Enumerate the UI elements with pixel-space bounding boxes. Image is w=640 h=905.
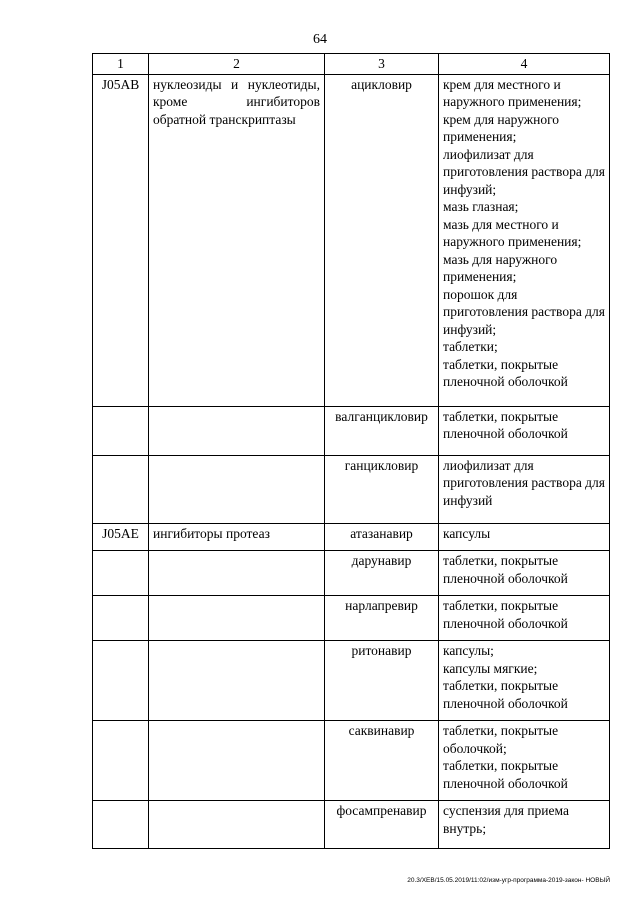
atc-code-cell: [93, 455, 149, 523]
group-name-cell: [149, 641, 325, 721]
dosage-forms-cell: [439, 801, 610, 849]
dosage-forms-cell: [439, 596, 610, 641]
table-row: [93, 641, 610, 721]
group-name-cell: ингибиторы протеаз: [149, 523, 325, 551]
group-name-cell: [149, 406, 325, 455]
dosage-forms-cell: [439, 406, 610, 455]
dosage-form-item: лиофилизат для приготовления раствора для инфузий;: [443, 146, 605, 197]
dosage-form-item: таблетки, покрытые оболочкой;: [443, 723, 559, 756]
dosage-forms-cell: [439, 641, 610, 721]
dosage-forms-cell: [439, 74, 610, 406]
table-row: [93, 721, 610, 801]
dosage-form-item: таблетки;: [443, 339, 498, 354]
atc-code-cell: [93, 551, 149, 596]
drug-name-cell: ритонавир: [325, 641, 439, 721]
group-name-cell: [149, 801, 325, 849]
dosage-form-item: мазь для местного и наружного применения;: [443, 216, 582, 249]
dosage-form-item: капсулы мягкие;: [443, 660, 538, 676]
atc-code-cell: [93, 406, 149, 455]
group-name-cell: нуклеозиды и нуклеотиды, кроме ингибиторов обратной транскриптазы: [149, 74, 325, 406]
atc-code-cell: J05AB: [93, 74, 149, 406]
table-header-row: [93, 54, 610, 75]
dosage-form-item: мазь глазная;: [443, 199, 519, 214]
table-row: [93, 455, 610, 523]
drug-name-cell: ганцикловир: [325, 455, 439, 523]
atc-code-cell: [93, 721, 149, 801]
dosage-form-item: крем для местного и наружного применения;: [443, 76, 582, 109]
group-name-cell: [149, 596, 325, 641]
dosage-forms-cell: [439, 455, 610, 523]
dosage-form-item: таблетки, покрытые пленочной оболочкой: [443, 758, 568, 791]
drug-name-cell: саквинавир: [325, 721, 439, 801]
dosage-form-item: таблетки, покрытые пленочной оболочкой: [443, 356, 568, 389]
group-name-cell: [149, 455, 325, 523]
table-row: [93, 596, 610, 641]
atc-code-cell: [93, 641, 149, 721]
atc-code-cell: [93, 596, 149, 641]
dosage-forms-cell: [439, 523, 610, 551]
drug-name-cell: дарунавир: [325, 551, 439, 596]
drug-name-cell: фосампренавир: [325, 801, 439, 849]
dosage-form-item: порошок для приготовления раствора для инфузий;: [443, 286, 605, 337]
group-name-cell: [149, 721, 325, 801]
dosage-form-item: лиофилизат для приготовления раствора для инфузий: [443, 457, 605, 508]
dosage-form-item: капсулы: [443, 525, 491, 541]
dosage-forms-cell: [439, 721, 610, 801]
table-row: [93, 74, 610, 406]
table-row: [93, 523, 610, 551]
drug-name-cell: атазанавир: [325, 523, 439, 551]
dosage-form-item: таблетки, покрытые пленочной оболочкой: [443, 678, 568, 711]
table-row: [93, 551, 610, 596]
dosage-form-item: суспензия для приема внутрь;: [443, 803, 569, 836]
dosage-form-item: таблетки, покрытые пленочной оболочкой: [443, 598, 568, 631]
footer-text: 20.3/ХЕВ/15.05.2019/11:02/изм-угр-программа-2019-закон- НОВЫЙ: [407, 877, 610, 884]
table-row: [93, 801, 610, 849]
page-number: 64: [313, 32, 327, 47]
dosage-forms-cell: [439, 551, 610, 596]
dosage-form-item: таблетки, покрытые пленочной оболочкой: [443, 553, 568, 586]
table-row: [93, 406, 610, 455]
dosage-form-item: мазь для наружного применения;: [443, 251, 558, 284]
dosage-form-item: таблетки, покрытые пленочной оболочкой: [443, 408, 568, 441]
atc-code-cell: [93, 801, 149, 849]
column-header: 4: [439, 54, 610, 75]
drug-table: [92, 53, 610, 849]
drug-name-cell: нарлапревир: [325, 596, 439, 641]
drug-name-cell: ацикловир: [325, 74, 439, 406]
dosage-form-item: крем для наружного применения;: [443, 111, 560, 144]
atc-code-cell: J05AE: [93, 523, 149, 551]
column-header: 3: [325, 54, 439, 75]
column-header: 1: [93, 54, 149, 75]
dosage-form-item: капсулы;: [443, 643, 494, 658]
column-header: 2: [149, 54, 325, 75]
drug-name-cell: валганцикловир: [325, 406, 439, 455]
table-body: [93, 74, 610, 849]
group-name-cell: [149, 551, 325, 596]
